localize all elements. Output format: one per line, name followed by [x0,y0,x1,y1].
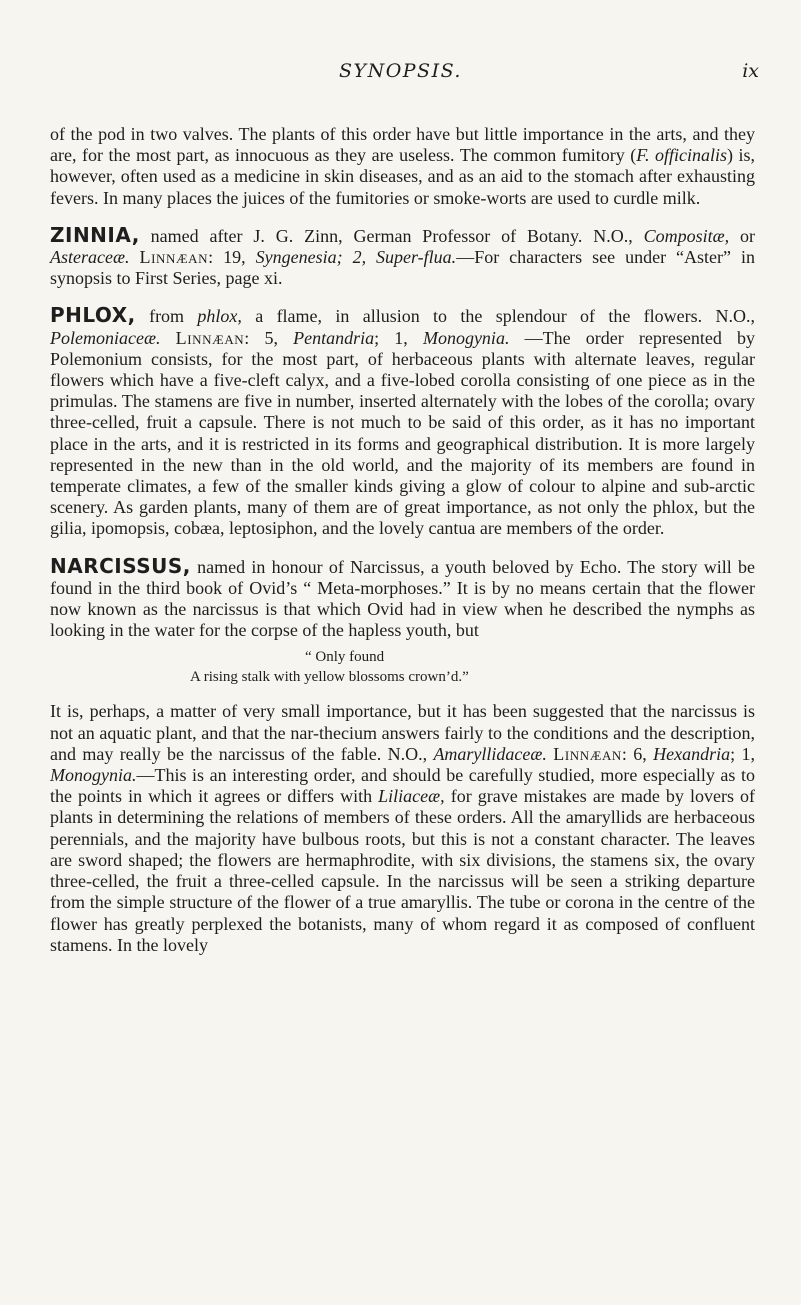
text-run: from [135,306,198,327]
text-run: named in honour of Narcissus, a youth beloved by Echo. The story will be found in the third book of Ovid’s “ Meta-morphoses.” It is by no means certain that the flower now known as the narcissus is that which Ovid had in view when he described the nymphs as looking in the water for the corpse of the hapless youth, but [50,556,755,641]
latin-name: Liliaceæ, [378,786,445,807]
latin-name: Monogynia. [422,327,510,348]
quote-line: “ Only found [305,649,385,666]
text-run: : 19, [208,247,256,268]
text-run: ; 1, [374,327,423,348]
quote-line: A rising stalk with yellow blossoms crown’d.” [190,669,469,686]
text-run [129,247,139,267]
headword-narcissus: NARCISSUS, [50,553,191,578]
text-run: : 5, [244,327,294,348]
latin-name: Hexandria [653,743,731,764]
text-run: of the pod in two valves. The plants of this order have but little importance in the arts, and they are, for the most part, as innocuous as they are useless. The common fumitory ( [50,124,755,166]
text-run: for grave mistakes are made by lovers of plants in determining the relations of members of these orders. All the amaryllids are herbaceous perennials, and the majority have bulbous roots, but this is not a constant character. The leaves are sword shaped; the flowers are hermaphrodite, with six divisions, the stamens six, the ovary three-celled, the fruit a three-celled capsule. In the narcissus will be seen a striking departure from the simple structure of the flower of a true amaryllis. The tube or corona in the centre of the flower has greatly perplexed the botanists, many of whom regard it as composed of confluent stamens. In the lovely [50,786,755,955]
text-run: —The order represented by Polemonium consists, for the most part, of herbaceous plants with alternate leaves, regular flowers which have a five-cleft calyx, and a five-lobed corolla consisting of one piece as in the primulas. The stamens are five in number, inserted alternately with the lobes of the corolla; ovary three-celled, fruit a capsule. There is not much to be said of this order, as it has no important place in the arts, and it is restricted in its forms and geographical distribution. It is more largely represented in the new than in the old world, and the majority of its members are found in temperate climates, a few of the smaller kinds giving a glow of colour to alpine and sub-arctic scenery. As garden plants, many of them are of great importance, as not only the phlox, but the gilia, ipomopsis, cobæa, leptosiphon, and the lovely cantua are members of the order. [50,327,755,539]
linnaean-label: Linnæan [175,327,245,348]
entry-zinnia [50,222,756,290]
latin-name: Asteraceæ. [50,247,130,268]
body-text [50,124,755,974]
headword-phlox: PHLOX, [50,303,136,328]
latin-name: Compositæ, [643,225,730,246]
headword-zinnia: ZINNIA, [50,222,140,247]
running-title: SYNOPSIS. [339,60,462,82]
latin-name: F. officinalis [636,145,727,166]
text-run: ) is, however, often used as a medicine in skin diseases, and as an aid to the stomach after exhausting fevers. In many places the juices of the fumitories or smoke-worts are used to curdle milk. [50,145,755,208]
text-run: or [729,225,756,246]
text-run: ; 1, [730,743,755,764]
entry-narcissus [50,553,755,642]
text-run: a flame, in allusion to the splendour of the flowers. N.O., [241,306,755,327]
text-run: —For characters see under “Aster” in synopsis to First Series, page xi. [50,247,755,289]
text-run: —This is an interesting order, and should be carefully studied, more especially as to the points in which it agrees or differs with [50,765,755,807]
text-run: It is, perhaps, a matter of very small importance, but it has been suggested that the narcissus is not an aquatic plant, and that the nar-thecium answers fairly to the conditions and the description, and may really be the narcissus of the fable. N.O., [50,701,755,764]
latin-name: Monogynia. [50,765,137,786]
page-number: ix [742,60,759,82]
latin-name: Amaryllidaceæ. [433,743,547,764]
linnaean-label: Linnæan [553,743,622,764]
narcissus-continuation [50,701,755,955]
text-run [160,328,175,348]
paragraph-fumitory [50,124,755,209]
page-header [0,60,801,90]
entry-phlox [50,305,755,539]
latin-name: Pentandria [293,327,375,348]
latin-name: Polemoniaceæ. [50,327,161,348]
latin-name: phlox, [197,306,242,327]
text-run: named after J. G. Zinn, German Professor of Botany. N.O., [139,225,644,246]
verse-quote [50,647,755,687]
latin-name: Syngenesia; 2, Super-flua. [255,247,457,268]
linnaean-label: Linnæan [139,247,209,268]
text-run: : 6, [621,743,654,764]
